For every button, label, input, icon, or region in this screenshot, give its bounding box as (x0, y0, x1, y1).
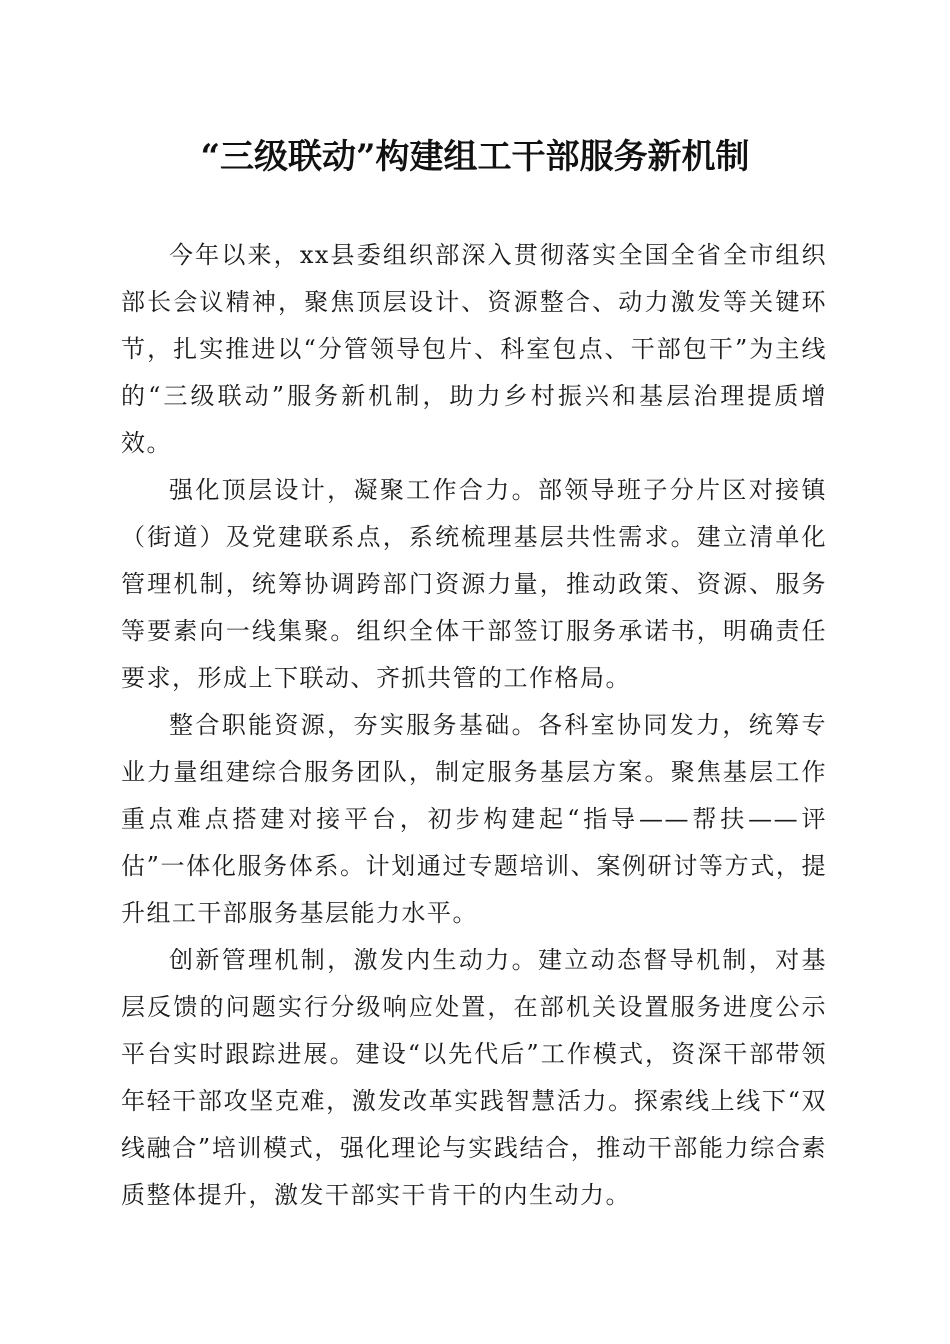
paragraph-resources: 整合职能资源，夯实服务基础。各科室协同发力，统筹专业力量组建综合服务团队，制定服务基层方案。聚焦基层工作重点难点搭建对接平台，初步构建起“指导——帮扶——评估”一体化服务体系。计划通过专题培训、案例研讨等方式，提升组工干部服务基层能力水平。 (121, 711, 827, 927)
paragraph-top-design: 强化顶层设计，凝聚工作合力。部领导班子分片区对接镇（街道）及党建联系点，系统梳理基层共性需求。建立清单化管理机制，统筹协调跨部门资源力量，推动政策、资源、服务等要素向一线集聚。组织全体干部签订服务承诺书，明确责任要求，形成上下联动、齐抓共管的工作格局。 (121, 476, 827, 692)
document-body (121, 232, 827, 1219)
document-title: “三级联动”构建组工干部服务新机制 (200, 137, 750, 177)
paragraph-mechanism: 创新管理机制，激发内生动力。建立动态督导机制，对基层反馈的问题实行分级响应处置，在部机关设置服务进度公示平台实时跟踪进展。建设“以先代后”工作模式，资深干部带领年轻干部攻坚克难，激发改革实践智慧活力。探索线上线下“双线融合”培训模式，强化理论与实践结合，推动干部能力综合素质整体提升，激发干部实干肯干的内生动力。 (121, 946, 827, 1209)
paragraph-intro: 今年以来，xx县委组织部深入贯彻落实全国全省全市组织部长会议精神，聚焦顶层设计、资源整合、动力激发等关键环节，扎实推进以“分管领导包片、科室包点、干部包干”为主线的“三级联动”服务新机制，助力乡村振兴和基层治理提质增效。 (121, 241, 827, 457)
